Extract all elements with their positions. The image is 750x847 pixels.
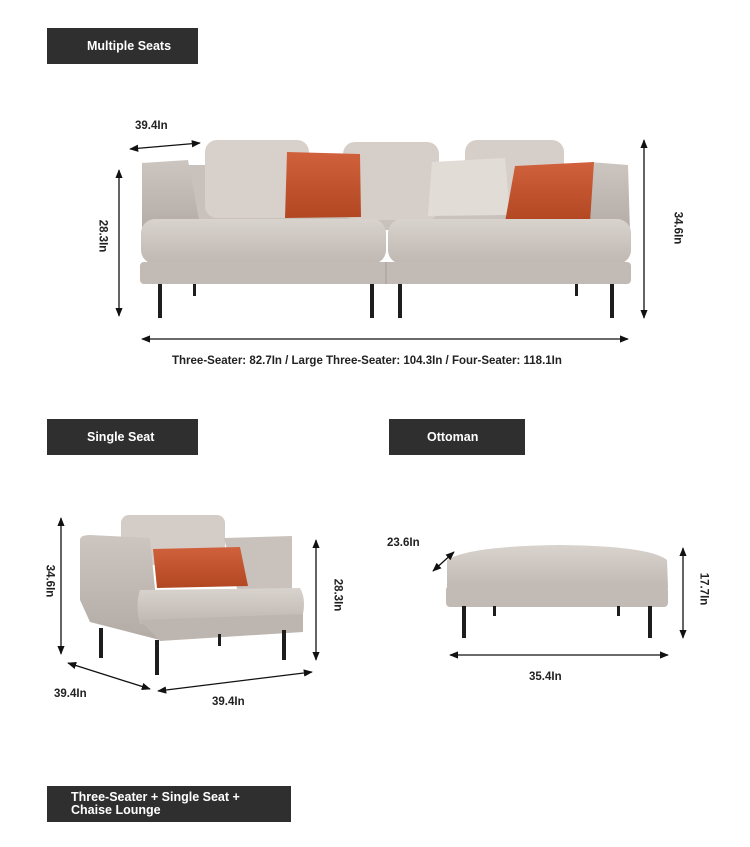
- armchair-seat-height-label: 28.3In: [331, 578, 344, 612]
- ottoman-height-label: 17.7In: [697, 572, 710, 606]
- section-label-text: Single Seat: [87, 430, 155, 444]
- section-label-text: Ottoman: [427, 430, 479, 444]
- armchair-depth-label: 39.4In: [54, 688, 87, 700]
- section-label-text: Multiple Seats: [87, 39, 172, 53]
- armchair-image: [80, 515, 304, 675]
- armchair-width-label: 39.4In: [212, 696, 245, 708]
- sofa-seat-height-label: 28.3In: [96, 219, 109, 253]
- sofa-seat-width-label: 39.4In: [135, 120, 168, 132]
- ottoman-depth-label: 23.6In: [387, 537, 420, 549]
- section-label-text: Three-Seater + Single Seat + Chaise Lounge: [71, 790, 240, 817]
- sofa-total-height-label: 34.6In: [671, 211, 684, 245]
- armchair-total-height-label: 34.6In: [43, 564, 56, 598]
- ottoman-width-label: 35.4In: [529, 671, 562, 683]
- three-seater-sofa-image: [140, 140, 631, 318]
- sofa-lengths-label: Three-Seater: 82.7In / Large Three-Seater: 104.3In / Four-Seater: 118.1In: [172, 355, 562, 367]
- ottoman-image: [446, 545, 668, 638]
